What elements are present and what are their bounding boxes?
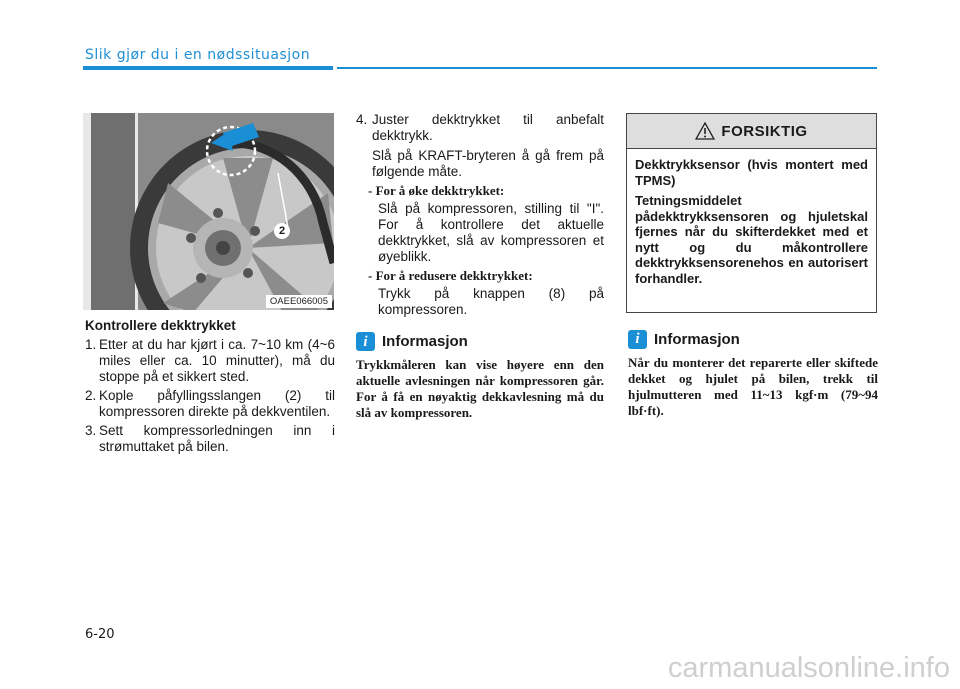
figure-caption: OAEE066005 xyxy=(266,295,332,308)
caution-text: Tetningsmiddelet pådekktrykksensoren og hjuletskal fjernes når du skifterdekket med et nytt og du måkontrollere dekktrykksensorenehos en autorisert forhandler. xyxy=(635,193,868,286)
caution-header xyxy=(627,114,876,149)
info-header xyxy=(356,332,604,351)
caution-title: FORSIKTIG xyxy=(721,122,808,140)
list-item xyxy=(85,388,335,420)
warning-triangle-icon xyxy=(695,122,715,140)
list-item xyxy=(85,337,335,385)
subheading-increase: - For å øke dekktrykket: xyxy=(368,183,505,198)
info-icon: i xyxy=(628,330,647,349)
caution-body xyxy=(627,149,876,286)
step-text: Kople påfyllingsslangen (2) til kompressoren direkte på dekkventilen. xyxy=(99,388,335,419)
left-column xyxy=(85,318,335,458)
step-number: 1. xyxy=(85,337,97,352)
wheel-drawing xyxy=(83,113,334,310)
right-info-block xyxy=(628,330,878,419)
tire-valve-illustration xyxy=(83,113,334,310)
step-list xyxy=(85,337,335,455)
section-heading: Kontrollere dekktrykket xyxy=(85,318,236,333)
watermark: carmanualsonline.info xyxy=(667,652,950,684)
step-text: Etter at du har kjørt i ca. 7~10 km (4~6 miles eller ca. 10 minutter), må du stoppe på et sikkert sted. xyxy=(99,337,335,384)
list-item xyxy=(85,423,335,455)
page-number: 6-20 xyxy=(85,627,115,642)
info-icon: i xyxy=(356,332,375,351)
middle-column xyxy=(356,112,604,421)
header-rule-thick xyxy=(83,66,333,70)
subheading-decrease: - For å redusere dekktrykket: xyxy=(368,268,533,283)
step-text: Juster dekktrykket til anbefalt dekktrykk. xyxy=(372,112,604,143)
paragraph: Trykk på knappen (8) på kompressoren. xyxy=(378,286,604,317)
paragraph: Slå på kompressoren, stilling til "I". For å kontrollere det aktuelle dekktrykket, slå av kompressoren et øyeblikk. xyxy=(378,201,604,264)
info-title: Informasjon xyxy=(654,331,740,348)
section-title: Slik gjør du i en nødssituasjon xyxy=(85,47,311,63)
info-title: Informasjon xyxy=(382,332,468,350)
info-text: Trykkmåleren kan vise høyere enn den aktuelle avlesningen når kompressoren går. For å få en nøyaktig dekkavlesning må du slå av kompressoren. xyxy=(356,357,604,420)
info-text: Når du monterer det reparerte eller skiftede dekket og hjulet på bilen, trekk til hjulmutteren med 11~13 kgf·m (79~94 lbf·ft). xyxy=(628,355,878,418)
step-number: 3. xyxy=(85,423,97,438)
step-number: 4. xyxy=(356,112,368,127)
callout-number: 2 xyxy=(274,223,290,239)
paragraph: Slå på KRAFT-bryteren å gå frem på følgende måte. xyxy=(372,148,604,179)
header-rule-thin xyxy=(337,67,877,69)
info-header xyxy=(628,330,878,349)
caution-box xyxy=(626,113,877,313)
caution-subheading: Dekktrykksensor (hvis montert med TPMS) xyxy=(635,157,868,188)
step-number: 2. xyxy=(85,388,97,403)
list-item xyxy=(356,112,604,144)
step-text: Sett kompressorledningen inn i strømuttaket på bilen. xyxy=(99,423,335,454)
